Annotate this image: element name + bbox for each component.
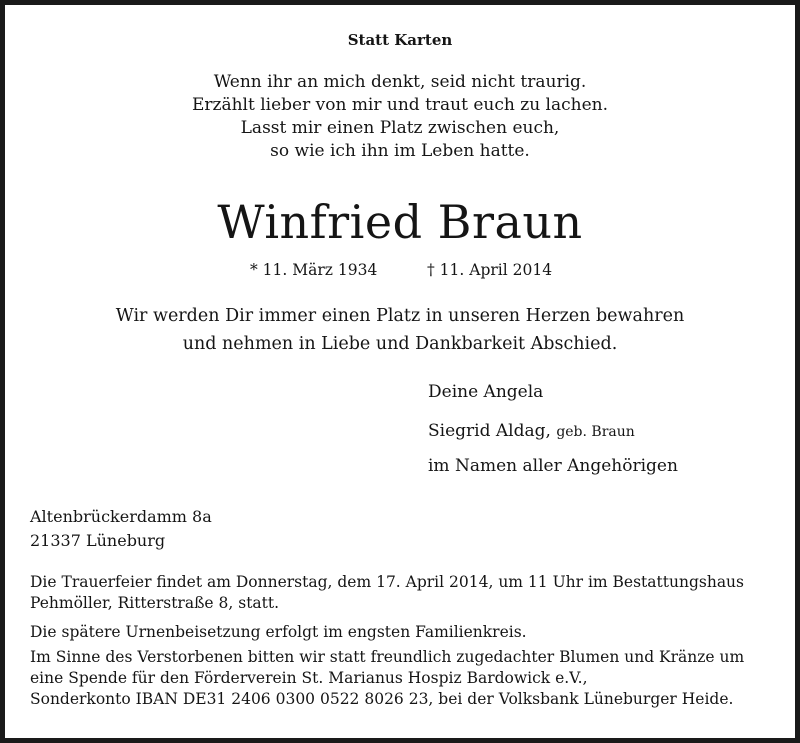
death-date: † 11. April 2014 [427,261,553,279]
donation-info [30,647,744,710]
info-line: Im Sinne des Verstorbenen bitten wir statt freundlich zugedachter Blumen und Kränze um [30,648,745,666]
dedication [5,302,795,358]
poem-line: Lasst mir einen Platz zwischen euch, [240,118,560,138]
address-street: Altenbrückerdamm 8a [30,507,212,526]
info-line: Die Trauerfeier findet am Donnerstag, dem 17. April 2014, um 11 Uhr im Bestattungshaus [30,573,744,591]
signer-second [428,421,635,441]
funeral-info [30,572,744,614]
info-line: Sonderkonto IBAN DE31 2406 0300 0522 8026 23, bei der Volksbank Lüneburger Heide. [30,690,734,708]
address [30,505,212,553]
info-line: eine Spende für den Förderverein St. Marianus Hospiz Bardowick e.V., [30,669,588,687]
info-line: Pehmöller, Ritterstraße 8, statt. [30,594,280,612]
signer-third: im Namen aller Angehörigen [428,456,678,476]
poem-line: Erzählt lieber von mir und traut euch zu lachen. [191,95,609,115]
poem-line: Wenn ihr an mich denkt, seid nicht traurig. [213,72,587,92]
poem [5,71,795,163]
signer-second-note: geb. Braun [556,424,635,440]
birth-date: * 11. März 1934 [250,261,378,279]
signer-first: Deine Angela [428,382,544,402]
deceased-name: Winfried Braun [217,195,583,249]
signer-second-name: Siegrid Aldag, [428,421,551,441]
dedication-line: Wir werden Dir immer einen Platz in unseren Herzen bewahren [115,306,685,326]
address-city: 21337 Lüneburg [30,531,166,550]
notice-header: Statt Karten [347,31,453,49]
poem-line: so wie ich ihn im Leben hatte. [270,141,530,161]
dedication-line: und nehmen in Liebe und Dankbarkeit Abschied. [182,334,618,354]
burial-info: Die spätere Urnenbeisetzung erfolgt im engsten Familienkreis. [30,623,527,641]
